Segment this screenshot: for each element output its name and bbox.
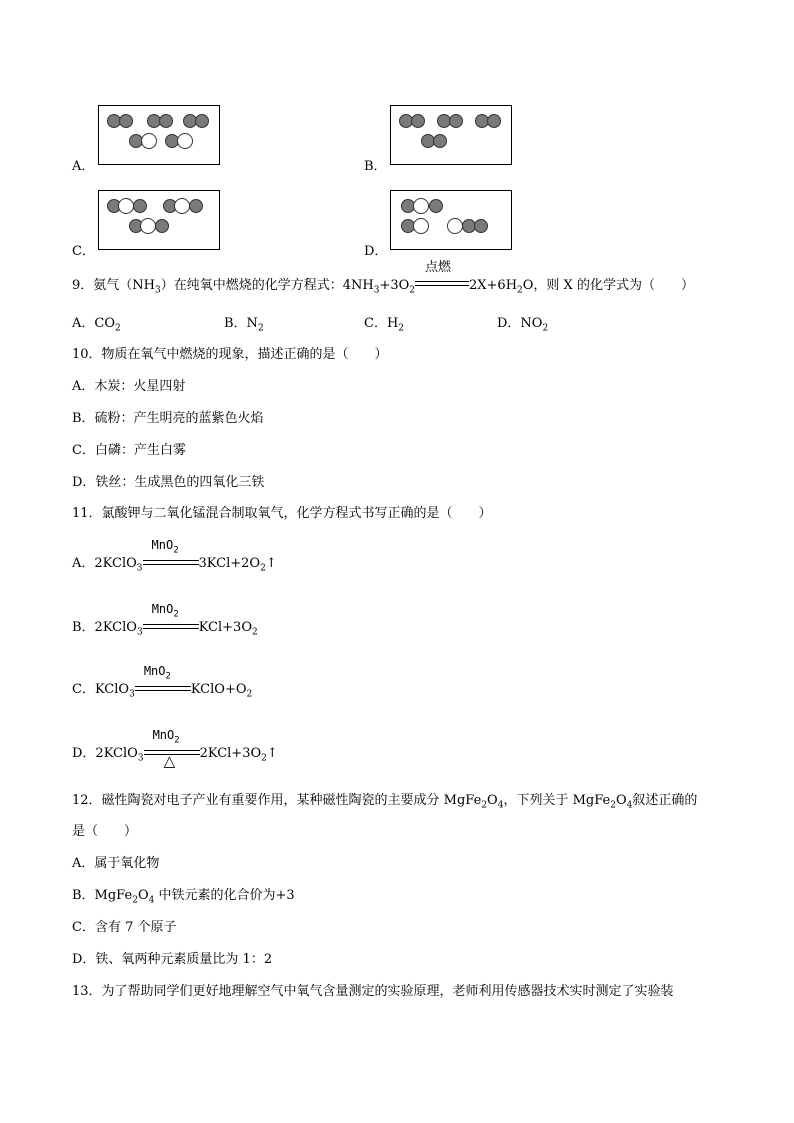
particle-box-c [98,190,220,250]
option-label-c: C． [72,244,95,259]
q11-option-b [72,602,258,641]
molecule-atom [195,114,209,128]
subscript: 4 [148,895,155,906]
option-label-b: B． [364,159,387,174]
equation-right: 2KCl+3O [199,746,262,761]
catalyst-text: MnO [151,602,174,616]
q9-text: ）在纯氧中燃烧的化学方程式：4NH [160,278,374,293]
equation-right: 3KCl+2O [198,556,261,571]
question-13-stem: 13．为了帮助同学们更好地理解空气中氧气含量测定的实验原理，老师利用传感器技术实时测定了实验装 [72,984,674,999]
option-text: B．N [224,316,258,331]
molecule-atom [447,218,463,234]
molecule-atom [429,199,443,213]
q9-text: +3O [379,278,410,293]
q9-text: 9．氨气（NH [72,278,155,293]
subscript: 2 [173,609,179,620]
subscript: 3 [154,285,161,296]
molecule-atom [133,199,147,213]
equals-sign [143,560,199,565]
molecule-atom [189,199,203,213]
reaction-arrow [415,260,469,289]
equals-sign [135,686,191,691]
option-text: A．CO [72,316,115,331]
subscript: 2 [246,689,253,700]
subscript: 2 [542,323,549,334]
molecule-atom [141,133,157,149]
q9-option-c [364,316,404,337]
subscript: 4 [626,800,633,811]
q10-option-c: C．白磷：产生白雾 [72,443,186,458]
q10-option-b: B．硫粉：产生明亮的蓝紫色火焰 [72,411,264,426]
subscript: 2 [481,800,488,811]
molecule-atom [411,114,425,128]
reaction-condition: 点燃 [425,260,452,275]
equation-right: KClO+O [190,682,247,697]
subscript: 2 [115,323,121,334]
q10-option-d: D．铁丝：生成黑色的四氧化三铁 [72,475,265,490]
option-text: D．NO [497,316,543,331]
q12-option-c: C．含有 7 个原子 [72,920,177,935]
q12-text: 12．磁性陶瓷对电子产业有重要作用，某种磁性陶瓷的主要成分 MgFe [72,793,482,808]
equation-left: D．2KClO [72,746,138,761]
subscript: 4 [497,800,504,811]
particle-box-b [390,105,512,165]
molecule-atom [413,218,429,234]
q11-option-a [72,538,277,577]
subscript: 2 [610,800,616,811]
option-label-d: D． [364,244,388,259]
heat-symbol-icon: △ [163,752,176,770]
reaction-arrow [144,728,200,770]
subscript: 2 [165,671,171,682]
equation-left: A．2KClO [72,556,137,571]
q9-text: O，则 X 的化学式为（ ） [522,278,694,293]
question-11-stem: 11．氯酸钾与二氧化锰混合制取氧气，化学方程式书写正确的是（ ） [72,506,492,521]
subscript: 2 [409,285,415,296]
q9-text: 2X+6H [469,278,518,293]
particle-box-d [390,190,512,250]
reaction-arrow [143,602,199,631]
subscript: 2 [398,323,405,334]
question-10-stem: 10．物质在氧气中燃烧的现象，描述正确的是（ ） [72,347,388,362]
gas-arrow-icon: ↑ [266,746,278,761]
subscript: 2 [174,735,180,746]
question-9-stem [72,260,694,300]
catalyst-text: MnO [152,728,175,742]
q12-option-d: D．铁、氧两种元素质量比为 1：2 [72,952,273,967]
catalyst-text: MnO [143,664,166,678]
q12-option-b [72,887,295,910]
catalyst-label [152,537,179,558]
catalyst-label [144,663,171,684]
gas-arrow-icon: ↑ [265,556,277,571]
q12-text: 叙述正确的 [632,793,698,808]
catalyst-label [152,601,179,622]
subscript: 2 [257,323,264,334]
q10-option-a: A．木炭：火星四射 [72,379,186,394]
q9-option-d [497,316,548,337]
subscript: 3 [136,627,143,638]
equation-left: C．KClO [72,682,130,697]
molecule-atom [413,198,429,214]
molecule-atom [118,198,134,214]
subscript: 2 [260,563,266,574]
question-12-stem [72,792,697,815]
catalyst-text: MnO [151,538,174,552]
subscript: 2 [173,545,179,556]
option-text: C．H [364,316,399,331]
q12-option-a: A．属于氧化物 [72,856,160,871]
subscript: 2 [251,627,258,638]
subscript: 2 [261,753,267,764]
subscript: 2 [517,285,523,296]
subscript: 3 [373,285,380,296]
option-label-a: A． [72,159,95,174]
question-12-stem-cont: 是（ ） [72,824,138,839]
catalyst-label [153,727,180,748]
equation-left: B．2KClO [72,620,137,635]
q11-option-c [72,664,253,703]
subscript: 2 [132,895,138,906]
molecule-atom [474,219,488,233]
reaction-arrow [135,664,191,693]
molecule-atom [140,218,156,234]
particle-box-a [98,105,220,165]
q12-text: 中铁元素的化合价为+3 [154,888,295,903]
subscript: 3 [129,689,135,700]
q9-option-a [72,316,121,337]
molecule-atom [155,219,169,233]
q12-text: O [137,888,149,903]
subscript: 3 [136,563,143,574]
q9-option-b [224,316,264,337]
molecule-atom [177,133,193,149]
q12-text: B．MgFe [72,888,133,903]
molecule-atom [159,114,173,128]
q12-text: O [487,793,498,808]
q12-text: O [615,793,627,808]
q12-text: ，下列关于 MgFe [503,793,611,808]
molecule-atom [487,114,501,128]
molecule-atom [449,114,463,128]
equals-sign [415,281,469,286]
molecule-atom [119,114,133,128]
reaction-arrow [143,538,199,567]
equals-sign [143,624,199,629]
q11-option-d [72,728,278,770]
molecule-atom [174,198,190,214]
subscript: 3 [137,753,144,764]
molecule-atom [433,134,447,148]
equation-right: KCl+3O [198,620,252,635]
